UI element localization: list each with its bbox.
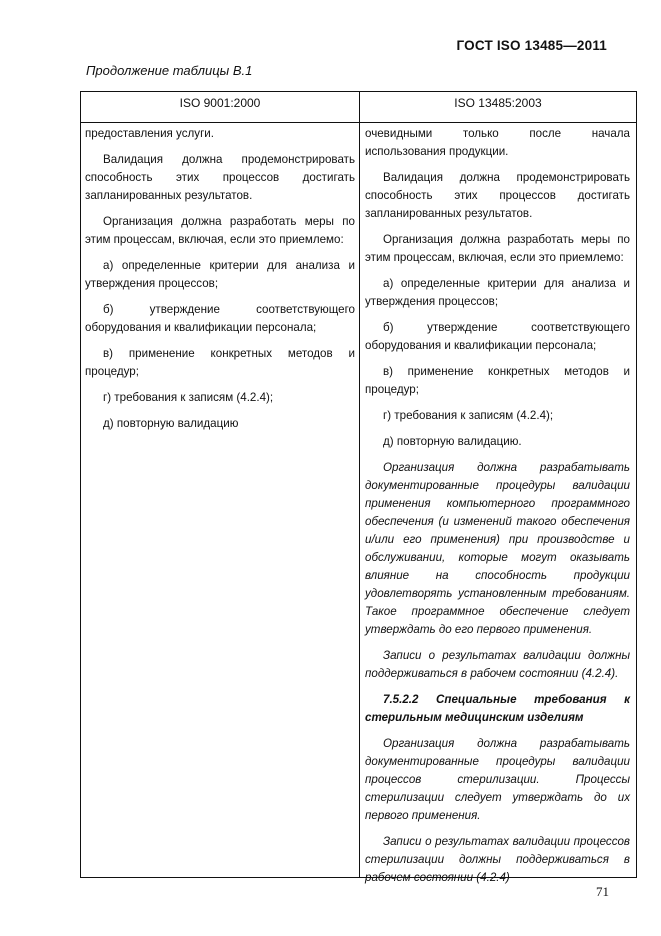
list-item: б) утверждение соответствующего оборудования и квалификации персонала; bbox=[85, 303, 355, 334]
document-header: ГОСТ ISO 13485—2011 bbox=[456, 38, 607, 53]
list-item: а) определенные критерии для анализа и утверждения процессов; bbox=[85, 259, 355, 290]
paragraph: предоставления услуги. bbox=[85, 127, 214, 140]
list-item: д) повторную валидацию. bbox=[383, 435, 522, 448]
added-paragraph-sterilization-records: Записи о результатах валидации процессов стерилизации должны поддерживаться в рабочем состоянии (4.2.4) bbox=[365, 835, 630, 884]
list-item: г) требования к записям (4.2.4); bbox=[383, 409, 554, 422]
paragraph: Организация должна разработать меры по этим процессам, включая, если это приемлемо: bbox=[365, 233, 630, 264]
column-iso9001-text bbox=[85, 125, 355, 441]
column-header-iso9001: ISO 9001:2000 bbox=[179, 96, 261, 110]
added-paragraph-sterilization: Организация должна разрабатывать документированные процедуры валидации процессов стерилизации. Процессы стерилизации следует утверждать до их первого применения. bbox=[365, 737, 630, 822]
list-item: а) определенные критерии для анализа и утверждения процессов; bbox=[365, 277, 630, 308]
list-item: г) требования к записям (4.2.4); bbox=[103, 391, 274, 404]
list-item: в) применение конкретных методов и процедур; bbox=[365, 365, 630, 396]
comparison-table bbox=[80, 91, 637, 884]
added-paragraph-software-validation: Организация должна разрабатывать документированные процедуры валидации применения компьютерного программного обеспечения (и изменений такого обеспечения и/или его применения) при производстве и обслуживании, которые могут оказывать влияние на способность продукции удовлетворять установленным требованиям. Такое программное обеспечение следует утверждать до его первого применения. bbox=[365, 461, 630, 636]
paragraph: Организация должна разработать меры по этим процессам, включая, если это приемлемо: bbox=[85, 215, 355, 246]
column-header-iso13485: ISO 13485:2003 bbox=[454, 96, 542, 110]
column-divider bbox=[359, 92, 360, 877]
section-heading-7-5-2-2: 7.5.2.2 Специальные требования к стерильным медицинским изделиям bbox=[365, 693, 630, 724]
list-item: в) применение конкретных методов и процедур; bbox=[85, 347, 355, 378]
list-item: б) утверждение соответствующего оборудования и квалификации персонала; bbox=[365, 321, 630, 352]
list-item: д) повторную валидацию bbox=[103, 417, 239, 430]
paragraph: Валидация должна продемонстрировать способность этих процессов достигать запланированных результатов. bbox=[85, 153, 355, 202]
page-number: 71 bbox=[596, 884, 609, 899]
table-caption: Продолжение таблицы В.1 bbox=[86, 63, 253, 78]
added-paragraph-records: Записи о результатах валидации должны поддерживаться в рабочем состоянии (4.2.4). bbox=[365, 649, 630, 680]
paragraph: Валидация должна продемонстрировать способность этих процессов достигать запланированных результатов. bbox=[365, 171, 630, 220]
column-iso13485-text bbox=[365, 125, 630, 895]
paragraph: очевидными только после начала использования продукции. bbox=[365, 127, 630, 158]
